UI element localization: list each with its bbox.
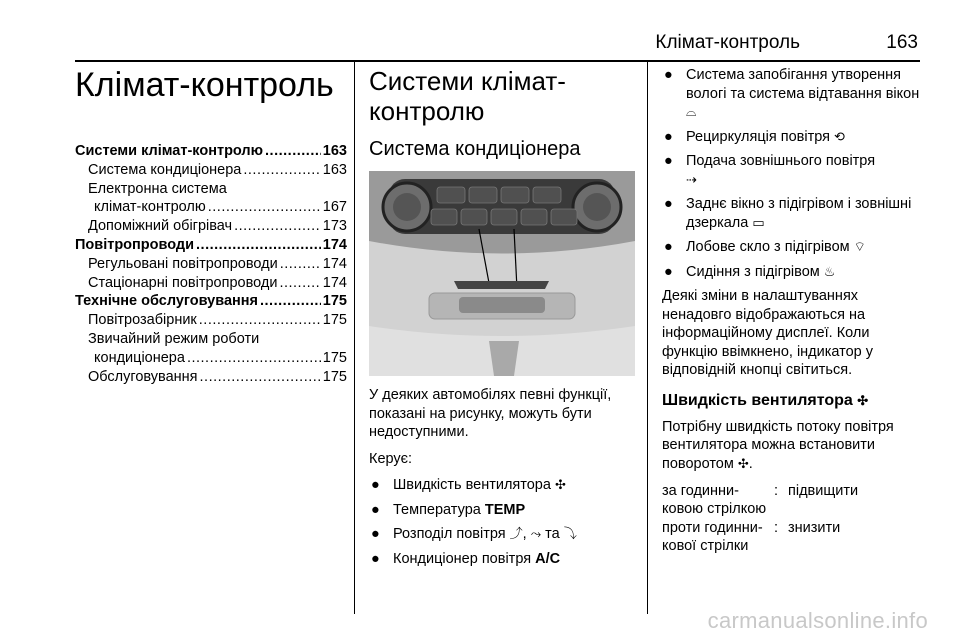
climate-control-panel-photo [369,171,635,376]
footwell-distribution-icon: ⤵ [563,526,577,542]
toc-leader-dots [200,368,321,387]
toc-entry-label: Система кондиціонера [88,161,242,178]
toc-entry-label: Звичайний режим роботи [88,330,260,347]
table-of-contents [75,142,347,386]
toc-entry[interactable] [75,311,347,330]
toc-entry[interactable] [75,142,347,161]
table-cell-action: підвищити [788,482,859,499]
windscreen-distribution-icon: ⤴ [509,526,523,542]
bullet-text: Швидкість вентилятора [393,477,551,494]
table-cell-direction: за годинни-ковою стрілкою [662,482,767,518]
toc-entry-page: 163 [322,143,347,159]
table-cell-action: знизити [788,519,841,536]
bullet-rear-defrost [662,195,924,232]
toc-entry-label: Електронна система [88,180,227,197]
bullet-dot: ● [664,153,673,170]
header-rule [75,60,920,62]
toc-entry-page: 175 [322,293,347,310]
temp-label: TEMP [484,501,526,518]
fan-speed-text-body: Потрібну швидкість потоку повітря вентилятора можна встановити поворотом [662,418,894,473]
toc-entry-page: 175 [322,349,347,366]
toc-entry-label: клімат-контролю [94,199,206,216]
running-header-title: Клімат-контроль [655,32,800,53]
running-header-page: 163 [886,32,918,53]
fan-speed-heading [662,392,924,410]
bullet-text: Розподіл повітря [393,526,506,543]
bullet-heated-seat [662,263,924,282]
bullet-dot: ● [664,263,673,280]
control-panel-illustration [369,171,635,376]
toc-entry[interactable] [75,255,347,274]
bullet-text: Подача зовнішнього повітря [686,153,876,170]
toc-entry[interactable] [75,198,347,217]
bullet-dot: ● [371,501,380,518]
toc-leader-dots [199,311,321,330]
toc-entry-label: Допоміжний обігрівач [88,218,233,235]
chapter-title: Клімат-контроль [75,66,334,104]
toc-entry-label: Регульовані повітропроводи [88,255,278,272]
bullet-defrost [662,66,924,122]
toc-entry-page: 173 [322,218,347,235]
bullet-recirculation [662,128,924,147]
section-climate-systems [369,66,637,574]
toc-entry[interactable] [75,217,347,236]
bullet-text: Заднє вікно з підігрівом і зовнішні дзеркала [686,196,912,231]
toc-entry-label: Технічне обслуговування [75,293,258,310]
bullet-air-distribution [369,525,637,544]
face-distribution-icon: ⤳ [530,526,542,542]
toc-entry-label: Обслуговування [88,368,198,385]
toc-entry-label: кондиціонера [94,349,185,366]
section-heading-line2: контролю [369,96,485,126]
fan-icon: ✣ [737,455,749,471]
toc-entry[interactable] [75,368,347,387]
toc-entry[interactable] [75,161,347,180]
toc-leader-dots [234,217,321,236]
bullet-dot: ● [371,526,380,543]
table-cell-sep: : [774,482,779,499]
column-divider [354,62,355,614]
toc-entry[interactable] [75,236,347,255]
toc-entry-page: 175 [322,312,347,329]
bullet-outside-air [662,152,924,189]
toc-entry[interactable] [75,349,347,368]
separator: , [522,526,527,543]
bullet-dot: ● [664,67,673,83]
settings-note: Деякі зміни в налаштуваннях ненадовго відображаються на інформаційному дисплеї. Коли функцію ввімкнено, індикатор у відповідній кнопці світиться. [662,288,874,379]
subsection-heading: Система кондиціонера [369,138,581,160]
toc-leader-dots [243,161,320,180]
fan-direction-table [662,482,924,556]
toc-leader-dots [187,349,321,368]
footer-watermark: carmanualsonline.info [707,608,928,633]
toc-entry-page: 174 [322,274,347,291]
section-heading-line1: Системи клімат- [369,66,566,96]
table-cell-sep: : [774,519,779,536]
bullet-air-conditioning [369,550,637,569]
bullet-text: Кондиціонер повітря [393,550,536,567]
photo-caption: У деяких автомобілях певні функції, показані на рисунку, можуть бути недоступними. [369,387,612,440]
toc-entry-label: Системи клімат-контролю [75,143,264,159]
fan-icon: ✣ [554,477,566,492]
column-divider [647,62,648,614]
toc-entry-page: 167 [322,199,347,216]
ac-label: A/C [535,550,561,567]
separator: та [545,526,560,543]
toc-entry-page: 174 [322,236,347,253]
heated-seat-icon: ♨ [823,263,836,279]
toc-entry[interactable] [75,330,347,349]
toc-leader-dots [208,198,321,217]
toc-leader-dots [260,292,321,311]
heated-windscreen-icon: ⌔ [853,239,866,255]
rear-defrost-icon: ▭ [752,214,765,230]
fan-icon: ✣ [857,392,869,408]
toc-entry-page: 163 [322,161,347,178]
bullet-text: Температура [393,501,485,518]
toc-entry[interactable] [75,292,347,311]
toc-entry-page: 175 [322,368,347,385]
bullet-dot: ● [371,550,380,567]
fan-speed-text-end: . [748,456,753,473]
table-cell-direction: проти годинни-кової стрілки [662,519,763,555]
bullet-text: Система запобігання утворення вологі та система відтавання вікон [686,67,920,102]
toc-entry[interactable] [75,180,347,199]
toc-leader-dots [279,274,320,293]
bullet-dot: ● [664,239,673,256]
fan-speed-text [662,418,924,474]
front-defrost-icon: ⌓ [686,104,697,119]
bullet-dot: ● [371,477,380,493]
bullet-text: Рециркуляція повітря [686,128,830,145]
toc-leader-dots [265,142,321,161]
toc-leader-dots [196,236,321,255]
toc-entry-label: Стаціонарні повітропроводи [88,274,278,291]
toc-leader-dots [280,255,321,274]
bullet-heated-windscreen [662,238,924,257]
column-3 [662,66,924,556]
toc-entry[interactable] [75,274,347,293]
bullet-temperature [369,501,637,520]
bullet-dot: ● [664,128,673,145]
toc-entry-page: 174 [322,255,347,272]
outside-air-icon: ⇢ [686,171,697,187]
bullet-text: Сидіння з підігрівом [686,263,820,280]
bullet-text: Лобове скло з підігрівом [686,239,850,256]
bullet-fan-speed [369,476,637,495]
toc-entry-label: Повітропроводи [75,236,195,253]
recirculation-icon: ⟲ [834,128,845,144]
toc-entry-label: Повітрозабірник [88,312,197,329]
bullet-dot: ● [664,196,673,213]
fan-speed-heading-text: Швидкість вентилятора [662,391,853,409]
controls-label: Керує: [369,450,413,467]
